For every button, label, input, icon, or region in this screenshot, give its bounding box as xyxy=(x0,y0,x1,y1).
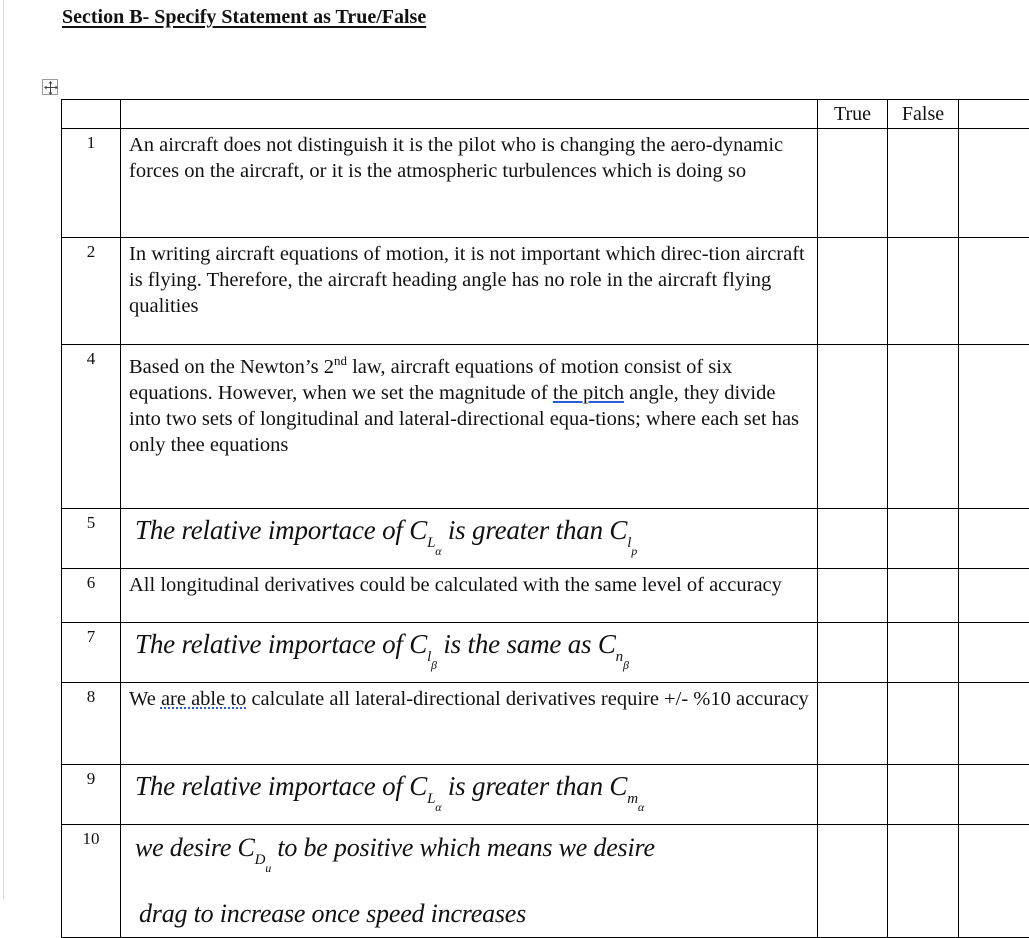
false-answer-cell[interactable] xyxy=(888,825,959,938)
equation-statement xyxy=(121,623,818,683)
equation-text: The relative importace of C xyxy=(135,771,427,801)
equation-statement xyxy=(121,825,818,938)
row-number: 9 xyxy=(62,765,121,825)
header-num-cell xyxy=(62,100,121,129)
equation-statement xyxy=(121,765,818,825)
row-number: 10 xyxy=(62,825,121,938)
statement-part: We xyxy=(129,688,161,710)
header-true: True xyxy=(818,100,888,129)
true-answer-cell[interactable] xyxy=(818,683,888,765)
equation-statement xyxy=(121,509,818,569)
table-row xyxy=(62,509,1029,569)
row-number: 7 xyxy=(62,623,121,683)
sub-subscript: α xyxy=(435,544,441,558)
statement-part: angle, they divide into two sets of longitudinal and lateral-directional equa-tions; where each set has only thee equations xyxy=(129,382,799,456)
sub-subscript: α xyxy=(435,800,441,814)
row-number: 6 xyxy=(62,569,121,623)
subscript: D xyxy=(255,852,266,868)
statement-text: All longitudinal derivatives could be calculated with the same level of accuracy xyxy=(121,569,818,623)
true-answer-cell[interactable] xyxy=(818,129,888,238)
extra-cell xyxy=(959,238,1029,345)
extra-cell xyxy=(959,129,1029,238)
subscript: l xyxy=(427,649,431,665)
header-extra-cell xyxy=(959,100,1029,129)
sub-subscript: β xyxy=(431,658,437,672)
subscript: n xyxy=(616,649,623,665)
equation-text: we desire C xyxy=(135,833,255,862)
table-row xyxy=(62,765,1029,825)
equation-text: is the same as C xyxy=(437,629,616,659)
ordinal-superscript: nd xyxy=(334,353,347,368)
extra-cell xyxy=(959,683,1029,765)
table-row xyxy=(62,623,1029,683)
row-number: 4 xyxy=(62,345,121,509)
statement-text: In writing aircraft equations of motion, it is not important which direc-tion aircraft is flying. Therefore, the aircraft heading angle has no role in the aircraft flying qualities xyxy=(121,238,818,345)
subscript: l xyxy=(627,535,631,551)
extra-cell xyxy=(959,825,1029,938)
sub-subscript: u xyxy=(265,861,271,875)
statement-text xyxy=(121,683,818,765)
false-answer-cell[interactable] xyxy=(888,345,959,509)
sub-subscript: p xyxy=(631,544,637,558)
subscript: L xyxy=(427,535,435,551)
row-number: 5 xyxy=(62,509,121,569)
false-answer-cell[interactable] xyxy=(888,509,959,569)
row-number: 1 xyxy=(62,129,121,238)
false-answer-cell[interactable] xyxy=(888,683,959,765)
true-answer-cell[interactable] xyxy=(818,623,888,683)
true-answer-cell[interactable] xyxy=(818,569,888,623)
equation-text: to be positive which means we desire xyxy=(271,833,655,862)
sub-subscript: α xyxy=(638,800,644,814)
equation-text: drag to increase once speed increases xyxy=(135,899,526,928)
grammar-flag-underline[interactable]: the pitch xyxy=(553,382,624,404)
extra-cell xyxy=(959,765,1029,825)
true-false-table xyxy=(61,99,1029,938)
subscript: L xyxy=(427,791,435,807)
equation-text: The relative importace of C xyxy=(135,515,427,545)
equation-text: is greater than C xyxy=(441,515,627,545)
true-answer-cell[interactable] xyxy=(818,825,888,938)
equation-text: The relative importace of C xyxy=(135,629,427,659)
true-answer-cell[interactable] xyxy=(818,765,888,825)
row-number: 8 xyxy=(62,683,121,765)
table-row xyxy=(62,345,1029,509)
header-statement-cell xyxy=(121,100,818,129)
statement-text: An aircraft does not distinguish it is the pilot who is changing the aero-dynamic forces on the aircraft, or it is the atmospheric turbulences which is doing so xyxy=(121,129,818,238)
statement-text xyxy=(121,345,818,509)
section-heading: Section B- Specify Statement as True/False xyxy=(62,6,426,29)
row-number: 2 xyxy=(62,238,121,345)
header-false: False xyxy=(888,100,959,129)
extra-cell xyxy=(959,509,1029,569)
table-row xyxy=(62,683,1029,765)
false-answer-cell[interactable] xyxy=(888,765,959,825)
table-row xyxy=(62,129,1029,238)
sub-subscript: β xyxy=(623,658,629,672)
false-answer-cell[interactable] xyxy=(888,238,959,345)
true-answer-cell[interactable] xyxy=(818,509,888,569)
false-answer-cell[interactable] xyxy=(888,623,959,683)
table-row xyxy=(62,569,1029,623)
true-answer-cell[interactable] xyxy=(818,345,888,509)
subscript: m xyxy=(627,791,638,807)
false-answer-cell[interactable] xyxy=(888,569,959,623)
table-row xyxy=(62,825,1029,938)
table-row xyxy=(62,238,1029,345)
equation-text: is greater than C xyxy=(441,771,627,801)
extra-cell xyxy=(959,345,1029,509)
move-arrows-icon[interactable] xyxy=(42,79,58,95)
statement-part: Based on the Newton’s 2 xyxy=(129,356,334,378)
table-header-row xyxy=(62,100,1029,129)
grammar-flag-underline[interactable]: are able to xyxy=(161,688,246,710)
extra-cell xyxy=(959,569,1029,623)
statement-part: calculate all lateral-directional derivatives require +/- %10 accuracy xyxy=(246,688,808,710)
statement-part: law, aircraft equations of motion consist of six equations. However, when we set the magnitude of xyxy=(129,356,732,404)
extra-cell xyxy=(959,623,1029,683)
false-answer-cell[interactable] xyxy=(888,129,959,238)
true-answer-cell[interactable] xyxy=(818,238,888,345)
page-margin-line xyxy=(3,0,4,899)
